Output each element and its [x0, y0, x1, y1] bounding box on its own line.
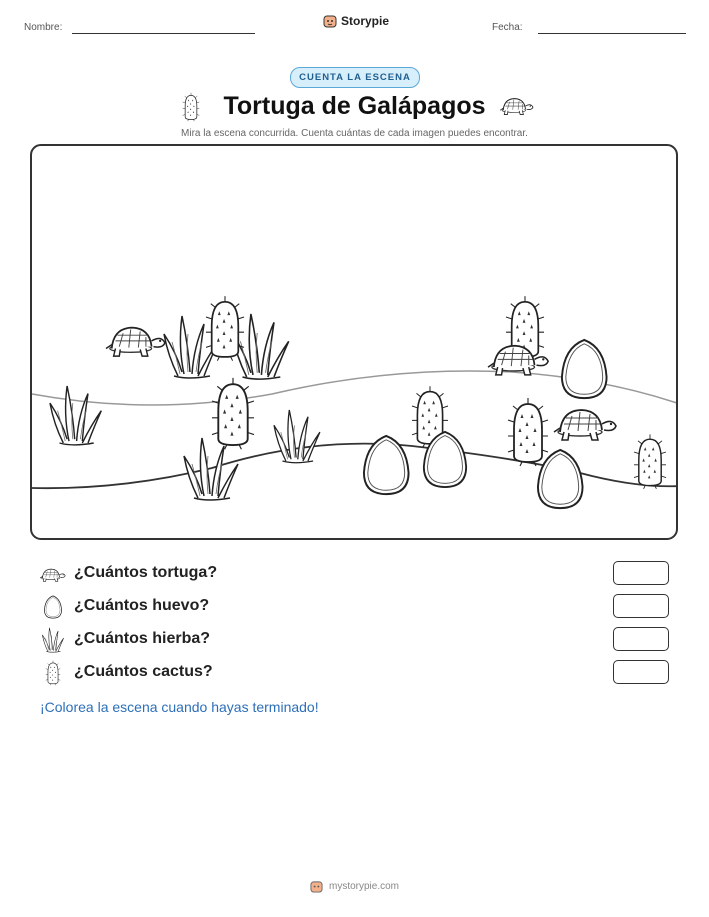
scene-grass — [50, 386, 101, 445]
question-tortoise — [40, 561, 670, 587]
egg-icon — [40, 594, 66, 620]
name-field-line[interactable] — [72, 33, 255, 34]
question-grass — [40, 627, 670, 653]
footer-url[interactable]: mystorypie.com — [328, 881, 399, 892]
storypie-logo-icon — [310, 880, 323, 893]
answer-box-tortoise[interactable] — [613, 561, 669, 585]
scene-tortoise — [554, 410, 616, 440]
coloring-note: ¡Colorea la escena cuando hayas terminado! — [40, 699, 319, 715]
scene-cactus — [206, 296, 244, 361]
answer-box-cactus[interactable] — [613, 660, 669, 684]
grass-icon — [40, 627, 66, 653]
scene-cactus — [508, 398, 548, 466]
cactus-icon — [40, 660, 66, 686]
brand-logo — [323, 14, 389, 28]
scene-tortoise — [106, 328, 165, 357]
scene-cactus — [212, 378, 254, 449]
scene-egg — [538, 450, 583, 508]
storypie-logo-icon — [323, 14, 337, 28]
brand-name: Storypie — [341, 14, 390, 28]
scene-egg — [562, 340, 607, 398]
question-text: ¿Cuántos huevo? — [74, 597, 210, 614]
page-title: Tortuga de Galápagos — [223, 92, 486, 120]
question-egg — [40, 594, 670, 620]
date-label: Fecha: — [492, 22, 523, 33]
answer-box-grass[interactable] — [613, 627, 669, 651]
tortoise-icon — [40, 561, 66, 587]
activity-badge: CUENTA LA ESCENA — [290, 67, 420, 88]
scene-cactus — [634, 434, 666, 488]
scene-grass — [274, 410, 320, 463]
footer — [0, 880, 709, 893]
date-field-line[interactable] — [538, 33, 686, 34]
answer-box-egg[interactable] — [613, 594, 669, 618]
name-label: Nombre: — [24, 22, 63, 33]
page-subtitle: Mira la escena concurrida. Cuenta cuántas de cada imagen puedes encontrar. — [181, 128, 528, 139]
question-text: ¿Cuántos hierba? — [74, 630, 211, 647]
question-text: ¿Cuántos cactus? — [74, 663, 213, 680]
title-tortoise-icon — [500, 94, 534, 116]
scene-grass — [164, 316, 218, 378]
question-text: ¿Cuántos tortuga? — [74, 564, 218, 581]
counting-scene — [30, 144, 678, 540]
question-cactus — [40, 660, 670, 686]
